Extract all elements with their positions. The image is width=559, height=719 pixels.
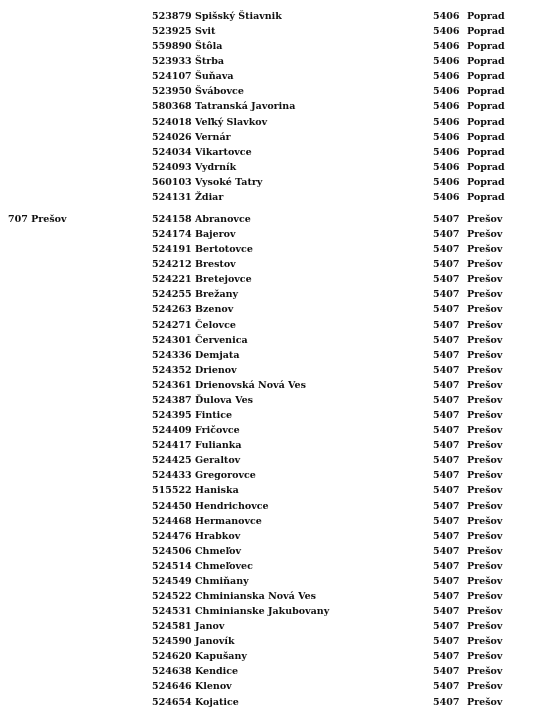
okres-name: Prešov (467, 636, 503, 648)
okres-code: 5406 (433, 11, 460, 22)
okres-code: 5407 (433, 470, 460, 482)
okres-name: Prešov (467, 259, 503, 271)
okres-code: 5407 (433, 410, 460, 422)
municipality-name: Čelovce (195, 319, 236, 331)
table-row (0, 378, 559, 393)
okres-code: 5407 (433, 560, 460, 572)
okres-code: 5406 (433, 26, 460, 38)
municipality-code: 524221 (152, 274, 192, 286)
table-row (0, 559, 559, 574)
okres-name: Prešov (467, 394, 503, 406)
municipality-code: 524255 (152, 289, 192, 301)
okres-name: Poprad (467, 71, 505, 83)
okres-name: Poprad (467, 41, 505, 53)
okres-code: 5407 (433, 319, 460, 331)
table-row (0, 257, 559, 272)
municipality-name: Vydrník (195, 161, 237, 173)
okres-name: Prešov (467, 319, 503, 331)
municipality-name: Bertotovce (195, 244, 253, 256)
okres-code: 5407 (433, 214, 460, 225)
okres-code: 5407 (433, 334, 460, 346)
municipality-code: 524301 (152, 334, 192, 346)
table-row (0, 468, 559, 483)
okres-code: 5407 (433, 545, 460, 557)
table-row (0, 483, 559, 498)
table-row (0, 9, 559, 24)
table-row (0, 423, 559, 438)
table-row (0, 363, 559, 378)
table-row (0, 438, 559, 453)
municipality-name: Veľký Slavkov (195, 116, 268, 128)
municipality-name: Tatranská Javorina (195, 101, 296, 113)
municipality-code: 580368 (152, 101, 192, 113)
municipality-name: Bzenov (195, 304, 234, 316)
okres-code: 5406 (433, 101, 460, 113)
municipality-code: 524654 (152, 696, 192, 708)
okres-name: Poprad (467, 146, 505, 158)
municipality-code: 523925 (152, 26, 192, 38)
table-row (0, 393, 559, 408)
municipality-name: Svit (195, 26, 216, 38)
okres-code: 5406 (433, 56, 460, 68)
okres-code: 5406 (433, 41, 460, 53)
municipality-code: 524646 (152, 681, 192, 693)
municipality-code: 559890 (152, 41, 192, 53)
municipality-name: Haniska (195, 485, 239, 497)
okres-code: 5407 (433, 455, 460, 467)
table-row (0, 272, 559, 287)
table-row (0, 175, 559, 190)
municipality-code: 524468 (152, 515, 192, 527)
okres-name: Prešov (467, 455, 503, 467)
municipality-code: 524590 (152, 636, 192, 648)
okres-code: 5407 (433, 364, 460, 376)
okres-code: 5407 (433, 515, 460, 527)
table-row (0, 145, 559, 160)
table-row (0, 227, 559, 242)
table-row (0, 604, 559, 619)
okres-name: Prešov (467, 289, 503, 301)
municipality-code: 524107 (152, 71, 192, 83)
okres-name: Prešov (467, 606, 503, 618)
okres-name: Poprad (467, 176, 505, 188)
municipality-code: 524212 (152, 259, 192, 271)
municipality-name: Abranovce (195, 214, 251, 225)
municipality-name: Demjata (195, 349, 240, 361)
okres-name: Prešov (467, 621, 503, 633)
municipality-name: Geraltov (195, 455, 241, 467)
okres-code: 5407 (433, 636, 460, 648)
municipality-name: Fričovce (195, 425, 240, 437)
okres-name: Prešov (467, 681, 503, 693)
okres-name: Prešov (467, 696, 503, 708)
okres-code: 5406 (433, 116, 460, 128)
municipality-name: Ždiar (195, 191, 224, 203)
municipality-name: Chmiňany (195, 575, 249, 587)
municipality-name: Fulianka (195, 440, 242, 452)
municipality-name: Hrabkov (195, 530, 241, 542)
municipality-name: Bajerov (195, 229, 236, 241)
okres-code: 5407 (433, 304, 460, 316)
okres-code: 5407 (433, 349, 460, 361)
okres-code: 5406 (433, 86, 460, 98)
table-row (0, 348, 559, 363)
municipality-name: Chmeľovec (195, 560, 253, 572)
table-row (0, 190, 559, 205)
okres-name: Poprad (467, 26, 505, 38)
municipality-code: 523933 (152, 56, 192, 68)
okres-code: 5406 (433, 146, 460, 158)
okres-name: Prešov (467, 470, 503, 482)
okres-code: 5407 (433, 681, 460, 693)
okres-code: 5407 (433, 244, 460, 256)
municipality-code: 524450 (152, 500, 192, 512)
municipality-name: Kapušany (195, 651, 247, 663)
okres-code: 5406 (433, 131, 460, 143)
okres-name: Prešov (467, 560, 503, 572)
okres-name: Prešov (467, 379, 503, 391)
municipality-code: 524263 (152, 304, 192, 316)
municipality-name: Drienovská Nová Ves (195, 379, 306, 391)
municipality-code: 524506 (152, 545, 192, 557)
okres-code: 5407 (433, 289, 460, 301)
okres-code: 5407 (433, 259, 460, 271)
municipality-code: 524433 (152, 470, 192, 482)
municipality-name: Klenov (195, 681, 232, 693)
okres-code: 5407 (433, 591, 460, 602)
okres-code: 5407 (433, 575, 460, 587)
okres-name: Prešov (467, 575, 503, 587)
municipality-name: Vikartovce (195, 146, 252, 158)
municipality-name: Štôla (195, 41, 223, 53)
municipality-name: Chminianska Nová Ves (195, 591, 316, 602)
okres-code: 5406 (433, 71, 460, 83)
municipality-code: 524522 (152, 591, 192, 602)
table-row (0, 679, 559, 694)
municipality-code: 524620 (152, 651, 192, 663)
municipality-name: Spišský Štiavnik (195, 11, 282, 22)
okres-name: Poprad (467, 161, 505, 173)
table-row (0, 664, 559, 679)
okres-code: 5407 (433, 621, 460, 633)
municipality-name: Švábovce (195, 86, 244, 98)
okres-name: Prešov (467, 500, 503, 512)
table-row (0, 39, 559, 54)
okres-code: 5407 (433, 485, 460, 497)
municipality-name: Brestov (195, 259, 236, 271)
okres-name: Prešov (467, 229, 503, 241)
municipality-name: Kendice (195, 666, 239, 678)
okres-code: 5406 (433, 176, 460, 188)
table-row (0, 333, 559, 348)
okres-code: 5407 (433, 425, 460, 437)
municipality-name: Červenica (195, 334, 248, 346)
okres-name: Poprad (467, 116, 505, 128)
municipality-code: 524395 (152, 410, 192, 422)
municipality-name: Šuňava (195, 71, 234, 83)
municipality-code: 524034 (152, 146, 192, 158)
municipality-name: Janovík (195, 636, 235, 648)
table-row (0, 544, 559, 559)
okres-name: Prešov (467, 334, 503, 346)
table-row (0, 287, 559, 302)
table-row (0, 212, 559, 227)
table-row (0, 302, 559, 317)
okres-name: Prešov (467, 364, 503, 376)
municipality-code: 524361 (152, 379, 192, 391)
okres-code: 5406 (433, 161, 460, 173)
table-row (0, 318, 559, 333)
municipality-name: Fintice (195, 410, 233, 422)
municipality-code: 524425 (152, 455, 192, 467)
municipality-name: Ďulova Ves (195, 394, 253, 406)
okres-code: 5407 (433, 651, 460, 663)
municipality-code: 524387 (152, 394, 192, 406)
okres-name: Prešov (467, 440, 503, 452)
table-row (0, 99, 559, 114)
table-row (0, 634, 559, 649)
okres-name: Poprad (467, 86, 505, 98)
table-row (0, 242, 559, 257)
municipality-name: Bretejovce (195, 274, 252, 286)
okres-name: Poprad (467, 131, 505, 143)
municipality-code: 560103 (152, 176, 192, 188)
table-row (0, 619, 559, 634)
municipality-name: Vysoké Tatry (195, 176, 263, 188)
table-row (0, 408, 559, 423)
municipality-code: 515522 (152, 485, 192, 497)
okres-code: 5406 (433, 191, 460, 203)
okres-name: Prešov (467, 530, 503, 542)
okres-name: Prešov (467, 545, 503, 557)
table-row (0, 529, 559, 544)
table-row (0, 115, 559, 130)
table-row (0, 130, 559, 145)
table-row (0, 160, 559, 175)
okres-name: Prešov (467, 485, 503, 497)
okres-name: Prešov (467, 214, 503, 225)
district-label: 707 Prešov (8, 214, 67, 225)
municipality-name: Chminianske Jakubovany (195, 606, 330, 618)
okres-code: 5407 (433, 500, 460, 512)
okres-code: 5407 (433, 440, 460, 452)
okres-code: 5407 (433, 530, 460, 542)
okres-code: 5407 (433, 666, 460, 678)
municipality-code: 524352 (152, 364, 192, 376)
municipality-name: Brežany (195, 289, 239, 301)
table-row (0, 499, 559, 514)
municipality-name: Gregorovce (195, 470, 256, 482)
table-row (0, 69, 559, 84)
municipality-name: Drienov (195, 364, 237, 376)
table-row (0, 589, 559, 604)
okres-code: 5407 (433, 274, 460, 286)
table-row (0, 514, 559, 529)
municipality-code: 524409 (152, 425, 192, 437)
table-row (0, 574, 559, 589)
municipality-code: 524336 (152, 349, 192, 361)
okres-name: Prešov (467, 591, 503, 602)
okres-name: Poprad (467, 11, 505, 22)
okres-name: Prešov (467, 666, 503, 678)
municipality-code: 523879 (152, 11, 192, 22)
municipality-code: 524131 (152, 191, 192, 203)
municipality-name: Štrba (195, 56, 225, 68)
okres-name: Prešov (467, 425, 503, 437)
table-row (0, 453, 559, 468)
okres-name: Prešov (467, 244, 503, 256)
municipality-code: 524026 (152, 131, 192, 143)
okres-code: 5407 (433, 394, 460, 406)
okres-name: Prešov (467, 410, 503, 422)
municipality-code: 524018 (152, 116, 192, 128)
okres-code: 5407 (433, 379, 460, 391)
municipality-code: 524531 (152, 606, 192, 618)
table-row (0, 695, 559, 710)
municipality-code: 524514 (152, 560, 192, 572)
okres-code: 5407 (433, 606, 460, 618)
municipality-code: 524174 (152, 229, 192, 241)
municipality-code: 524158 (152, 214, 192, 225)
okres-name: Poprad (467, 101, 505, 113)
municipality-code: 524271 (152, 319, 192, 331)
okres-name: Prešov (467, 304, 503, 316)
table-row (0, 54, 559, 69)
municipality-name: Kojatice (195, 696, 239, 708)
table-row (0, 24, 559, 39)
municipality-name: Vernár (195, 131, 231, 143)
municipality-name: Chmeľov (195, 545, 242, 557)
municipality-code: 523950 (152, 86, 192, 98)
municipality-code: 524581 (152, 621, 192, 633)
okres-name: Prešov (467, 515, 503, 527)
municipality-code: 524191 (152, 244, 192, 256)
okres-name: Prešov (467, 651, 503, 663)
municipality-code: 524549 (152, 575, 192, 587)
okres-name: Poprad (467, 56, 505, 68)
municipality-code: 524093 (152, 161, 192, 173)
table-row (0, 84, 559, 99)
okres-code: 5407 (433, 696, 460, 708)
table-row (0, 649, 559, 664)
municipality-name: Janov (195, 621, 225, 633)
okres-name: Prešov (467, 349, 503, 361)
municipality-code: 524417 (152, 440, 192, 452)
municipality-name: Hendrichovce (195, 500, 269, 512)
okres-name: Poprad (467, 191, 505, 203)
municipality-code: 524638 (152, 666, 192, 678)
municipality-code: 524476 (152, 530, 192, 542)
okres-name: Prešov (467, 274, 503, 286)
municipality-name: Hermanovce (195, 515, 262, 527)
okres-code: 5407 (433, 229, 460, 241)
